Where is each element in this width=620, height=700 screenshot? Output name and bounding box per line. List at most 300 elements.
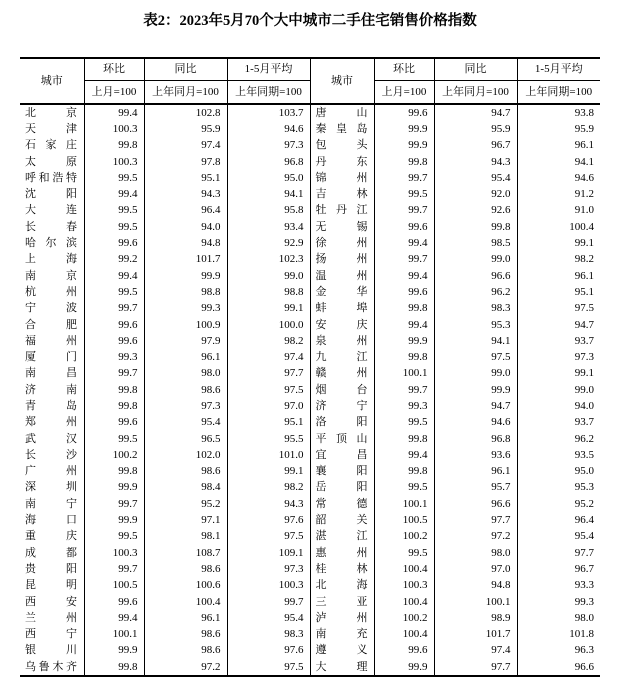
avg-value-cell: 97.3 bbox=[227, 561, 310, 577]
table-row bbox=[20, 464, 600, 480]
city-cell bbox=[310, 268, 374, 284]
city-name: 平 顶 山 bbox=[315, 432, 368, 445]
city-name: 贵 阳 bbox=[25, 562, 77, 575]
city-name: 西 宁 bbox=[25, 628, 77, 641]
yoy-value-cell: 98.3 bbox=[434, 301, 517, 317]
mom-value-cell: 99.8 bbox=[374, 464, 434, 480]
avg-value-cell: 98.3 bbox=[227, 627, 310, 643]
yoy-value-cell: 102.0 bbox=[144, 447, 227, 463]
avg-value-cell: 98.2 bbox=[517, 252, 600, 268]
yoy-value-cell: 96.1 bbox=[144, 610, 227, 626]
avg-value-cell: 97.5 bbox=[517, 301, 600, 317]
mom-value-cell: 99.4 bbox=[374, 447, 434, 463]
avg-value-cell: 99.1 bbox=[227, 464, 310, 480]
city-name: 丹 东 bbox=[315, 155, 368, 168]
avg-value-cell: 94.1 bbox=[227, 186, 310, 202]
table-row bbox=[20, 382, 600, 398]
city-cell bbox=[310, 594, 374, 610]
city-name: 深 圳 bbox=[25, 481, 77, 494]
city-cell bbox=[310, 138, 374, 154]
yoy-value-cell: 97.4 bbox=[144, 138, 227, 154]
mom-value-cell: 99.5 bbox=[84, 529, 144, 545]
mom-value-cell: 100.3 bbox=[84, 545, 144, 561]
city-name: 厦 门 bbox=[25, 351, 77, 364]
city-name: 惠 州 bbox=[315, 546, 368, 559]
avg-value-cell: 99.1 bbox=[227, 301, 310, 317]
city-cell bbox=[310, 186, 374, 202]
city-cell bbox=[20, 252, 84, 268]
mom-value-cell: 99.3 bbox=[374, 398, 434, 414]
city-cell bbox=[310, 561, 374, 577]
mom-value-cell: 100.3 bbox=[374, 578, 434, 594]
city-cell bbox=[20, 366, 84, 382]
col-header-avg-left: 1-5月平均 bbox=[227, 58, 310, 81]
city-name: 南 昌 bbox=[25, 367, 77, 380]
avg-value-cell: 101.0 bbox=[227, 447, 310, 463]
city-name: 成 都 bbox=[25, 546, 77, 559]
mom-value-cell: 99.6 bbox=[84, 594, 144, 610]
table-body bbox=[20, 104, 600, 676]
city-cell bbox=[310, 529, 374, 545]
city-name: 太 原 bbox=[25, 155, 77, 168]
mom-value-cell: 99.7 bbox=[374, 252, 434, 268]
yoy-value-cell: 93.6 bbox=[434, 447, 517, 463]
city-cell bbox=[20, 235, 84, 251]
mom-value-cell: 99.4 bbox=[374, 268, 434, 284]
city-name: 武 汉 bbox=[25, 432, 77, 445]
avg-value-cell: 98.0 bbox=[517, 610, 600, 626]
yoy-value-cell: 95.7 bbox=[434, 480, 517, 496]
city-cell bbox=[20, 480, 84, 496]
col-header-mom-right: 环比 bbox=[374, 58, 434, 81]
yoy-value-cell: 97.3 bbox=[144, 398, 227, 414]
mom-value-cell: 100.1 bbox=[374, 366, 434, 382]
avg-value-cell: 95.5 bbox=[227, 431, 310, 447]
city-name: 济 南 bbox=[25, 383, 77, 396]
yoy-value-cell: 94.1 bbox=[434, 333, 517, 349]
avg-value-cell: 97.5 bbox=[227, 529, 310, 545]
col-subheader-yoy-base-left: 上年同月=100 bbox=[144, 81, 227, 105]
avg-value-cell: 96.7 bbox=[517, 561, 600, 577]
mom-value-cell: 99.5 bbox=[84, 284, 144, 300]
city-name: 郑 州 bbox=[25, 416, 77, 429]
mom-value-cell: 99.8 bbox=[84, 659, 144, 676]
mom-value-cell: 100.2 bbox=[374, 529, 434, 545]
avg-value-cell: 96.1 bbox=[517, 268, 600, 284]
yoy-value-cell: 94.3 bbox=[144, 186, 227, 202]
city-cell bbox=[310, 284, 374, 300]
table-row bbox=[20, 203, 600, 219]
avg-value-cell: 95.2 bbox=[517, 496, 600, 512]
avg-value-cell: 101.8 bbox=[517, 627, 600, 643]
mom-value-cell: 99.5 bbox=[84, 170, 144, 186]
table-row bbox=[20, 431, 600, 447]
yoy-value-cell: 97.2 bbox=[434, 529, 517, 545]
city-cell bbox=[310, 627, 374, 643]
city-name: 韶 关 bbox=[315, 514, 368, 527]
avg-value-cell: 93.5 bbox=[517, 447, 600, 463]
mom-value-cell: 99.7 bbox=[374, 170, 434, 186]
avg-value-cell: 96.2 bbox=[517, 431, 600, 447]
city-cell bbox=[310, 154, 374, 170]
table-header bbox=[20, 58, 600, 104]
avg-value-cell: 97.5 bbox=[227, 382, 310, 398]
mom-value-cell: 100.3 bbox=[84, 154, 144, 170]
yoy-value-cell: 98.6 bbox=[144, 382, 227, 398]
city-cell bbox=[310, 545, 374, 561]
mom-value-cell: 99.6 bbox=[374, 104, 434, 121]
city-cell bbox=[310, 333, 374, 349]
avg-value-cell: 95.1 bbox=[227, 415, 310, 431]
avg-value-cell: 96.1 bbox=[517, 138, 600, 154]
city-name: 九 江 bbox=[315, 351, 368, 364]
city-name: 桂 林 bbox=[315, 562, 368, 575]
city-name: 沈 阳 bbox=[25, 188, 77, 201]
city-name: 锦 州 bbox=[315, 171, 368, 184]
city-cell bbox=[20, 333, 84, 349]
col-header-avg-right: 1-5月平均 bbox=[517, 58, 600, 81]
city-cell bbox=[20, 219, 84, 235]
yoy-value-cell: 98.0 bbox=[144, 366, 227, 382]
mom-value-cell: 99.9 bbox=[84, 643, 144, 659]
city-name: 温 州 bbox=[315, 269, 368, 282]
city-name: 济 宁 bbox=[315, 399, 368, 412]
avg-value-cell: 95.0 bbox=[517, 464, 600, 480]
mom-value-cell: 99.5 bbox=[84, 219, 144, 235]
city-cell bbox=[20, 170, 84, 186]
avg-value-cell: 95.9 bbox=[517, 121, 600, 137]
table-row bbox=[20, 366, 600, 382]
city-name: 常 德 bbox=[315, 497, 368, 510]
yoy-value-cell: 100.4 bbox=[144, 594, 227, 610]
yoy-value-cell: 97.7 bbox=[434, 659, 517, 676]
col-subheader-avg-base-right: 上年同期=100 bbox=[517, 81, 600, 105]
avg-value-cell: 96.8 bbox=[227, 154, 310, 170]
avg-value-cell: 91.2 bbox=[517, 186, 600, 202]
mom-value-cell: 99.9 bbox=[374, 333, 434, 349]
city-cell bbox=[310, 317, 374, 333]
yoy-value-cell: 96.1 bbox=[144, 349, 227, 365]
table-row bbox=[20, 170, 600, 186]
table-row bbox=[20, 398, 600, 414]
city-name: 徐 州 bbox=[315, 237, 368, 250]
city-cell bbox=[20, 398, 84, 414]
table-row bbox=[20, 480, 600, 496]
city-cell bbox=[310, 464, 374, 480]
yoy-value-cell: 98.1 bbox=[144, 529, 227, 545]
city-cell bbox=[20, 627, 84, 643]
city-name: 乌 鲁 木 齐 bbox=[25, 660, 77, 673]
yoy-value-cell: 96.5 bbox=[144, 431, 227, 447]
city-name: 吉 林 bbox=[315, 188, 368, 201]
mom-value-cell: 99.4 bbox=[374, 317, 434, 333]
mom-value-cell: 99.7 bbox=[374, 203, 434, 219]
header-row-groups bbox=[20, 58, 600, 81]
mom-value-cell: 99.9 bbox=[84, 512, 144, 528]
yoy-value-cell: 98.9 bbox=[434, 610, 517, 626]
yoy-value-cell: 96.2 bbox=[434, 284, 517, 300]
yoy-value-cell: 98.6 bbox=[144, 561, 227, 577]
city-cell bbox=[310, 170, 374, 186]
yoy-value-cell: 97.7 bbox=[434, 512, 517, 528]
yoy-value-cell: 97.4 bbox=[434, 643, 517, 659]
col-header-mom-left: 环比 bbox=[84, 58, 144, 81]
city-cell bbox=[20, 464, 84, 480]
avg-value-cell: 99.1 bbox=[517, 235, 600, 251]
city-name: 上 海 bbox=[25, 253, 77, 266]
city-name: 扬 州 bbox=[315, 253, 368, 266]
table-row bbox=[20, 268, 600, 284]
avg-value-cell: 97.7 bbox=[227, 366, 310, 382]
yoy-value-cell: 95.4 bbox=[434, 170, 517, 186]
yoy-value-cell: 98.5 bbox=[434, 235, 517, 251]
yoy-value-cell: 97.0 bbox=[434, 561, 517, 577]
avg-value-cell: 94.0 bbox=[517, 398, 600, 414]
yoy-value-cell: 96.6 bbox=[434, 268, 517, 284]
city-cell bbox=[310, 252, 374, 268]
yoy-value-cell: 98.8 bbox=[144, 284, 227, 300]
table-container bbox=[20, 57, 600, 677]
city-name: 赣 州 bbox=[315, 367, 368, 380]
city-name: 兰 州 bbox=[25, 611, 77, 624]
col-subheader-yoy-base-right: 上年同月=100 bbox=[434, 81, 517, 105]
mom-value-cell: 99.4 bbox=[84, 186, 144, 202]
yoy-value-cell: 95.2 bbox=[144, 496, 227, 512]
table-row bbox=[20, 659, 600, 676]
mom-value-cell: 99.5 bbox=[84, 203, 144, 219]
avg-value-cell: 97.7 bbox=[517, 545, 600, 561]
city-cell bbox=[20, 610, 84, 626]
city-cell bbox=[20, 415, 84, 431]
yoy-value-cell: 94.0 bbox=[144, 219, 227, 235]
city-name: 西 安 bbox=[25, 595, 77, 608]
city-name: 包 头 bbox=[315, 139, 368, 152]
yoy-value-cell: 96.6 bbox=[434, 496, 517, 512]
city-cell bbox=[20, 138, 84, 154]
avg-value-cell: 97.0 bbox=[227, 398, 310, 414]
yoy-value-cell: 98.6 bbox=[144, 643, 227, 659]
city-cell bbox=[20, 186, 84, 202]
avg-value-cell: 99.1 bbox=[517, 366, 600, 382]
city-cell bbox=[310, 349, 374, 365]
avg-value-cell: 99.0 bbox=[227, 268, 310, 284]
avg-value-cell: 103.7 bbox=[227, 104, 310, 121]
city-name: 岳 阳 bbox=[315, 481, 368, 494]
avg-value-cell: 99.0 bbox=[517, 382, 600, 398]
avg-value-cell: 99.3 bbox=[517, 594, 600, 610]
mom-value-cell: 99.2 bbox=[84, 252, 144, 268]
city-name: 哈 尔 滨 bbox=[25, 237, 77, 250]
city-cell bbox=[310, 578, 374, 594]
city-name: 杭 州 bbox=[25, 285, 77, 298]
avg-value-cell: 95.0 bbox=[227, 170, 310, 186]
city-cell bbox=[20, 301, 84, 317]
avg-value-cell: 94.1 bbox=[517, 154, 600, 170]
yoy-value-cell: 100.9 bbox=[144, 317, 227, 333]
city-name: 金 华 bbox=[315, 285, 368, 298]
mom-value-cell: 99.4 bbox=[374, 235, 434, 251]
city-cell bbox=[310, 447, 374, 463]
city-cell bbox=[20, 349, 84, 365]
city-name: 唐 山 bbox=[315, 106, 368, 119]
mom-value-cell: 99.5 bbox=[84, 431, 144, 447]
city-cell bbox=[20, 104, 84, 121]
mom-value-cell: 99.4 bbox=[84, 268, 144, 284]
mom-value-cell: 99.8 bbox=[84, 382, 144, 398]
avg-value-cell: 99.7 bbox=[227, 594, 310, 610]
city-name: 大 理 bbox=[315, 660, 368, 673]
table-row bbox=[20, 578, 600, 594]
mom-value-cell: 99.4 bbox=[84, 610, 144, 626]
avg-value-cell: 97.3 bbox=[517, 349, 600, 365]
city-name: 青 岛 bbox=[25, 399, 77, 412]
mom-value-cell: 100.1 bbox=[84, 627, 144, 643]
avg-value-cell: 98.8 bbox=[227, 284, 310, 300]
mom-value-cell: 99.5 bbox=[374, 480, 434, 496]
mom-value-cell: 99.9 bbox=[374, 659, 434, 676]
table-row bbox=[20, 154, 600, 170]
avg-value-cell: 93.7 bbox=[517, 415, 600, 431]
mom-value-cell: 99.8 bbox=[374, 154, 434, 170]
mom-value-cell: 100.2 bbox=[374, 610, 434, 626]
city-name: 福 州 bbox=[25, 334, 77, 347]
city-cell bbox=[310, 366, 374, 382]
yoy-value-cell: 96.1 bbox=[434, 464, 517, 480]
yoy-value-cell: 92.6 bbox=[434, 203, 517, 219]
mom-value-cell: 99.8 bbox=[374, 301, 434, 317]
mom-value-cell: 100.5 bbox=[84, 578, 144, 594]
mom-value-cell: 99.4 bbox=[84, 104, 144, 121]
avg-value-cell: 92.9 bbox=[227, 235, 310, 251]
mom-value-cell: 99.7 bbox=[84, 366, 144, 382]
city-name: 重 庆 bbox=[25, 530, 77, 543]
city-cell bbox=[310, 431, 374, 447]
mom-value-cell: 99.7 bbox=[374, 382, 434, 398]
page-title: 表2：2023年5月70个大中城市二手住宅销售价格指数 bbox=[143, 13, 477, 29]
yoy-value-cell: 99.0 bbox=[434, 366, 517, 382]
avg-value-cell: 93.3 bbox=[517, 578, 600, 594]
avg-value-cell: 100.3 bbox=[227, 578, 310, 594]
mom-value-cell: 99.8 bbox=[84, 138, 144, 154]
city-cell bbox=[310, 480, 374, 496]
city-name: 石 家 庄 bbox=[25, 139, 77, 152]
avg-value-cell: 97.5 bbox=[227, 659, 310, 676]
mom-value-cell: 100.2 bbox=[84, 447, 144, 463]
mom-value-cell: 99.6 bbox=[84, 317, 144, 333]
city-name: 天 津 bbox=[25, 122, 77, 135]
mom-value-cell: 99.6 bbox=[374, 643, 434, 659]
city-name: 长 春 bbox=[25, 220, 77, 233]
city-cell bbox=[20, 268, 84, 284]
avg-value-cell: 95.4 bbox=[227, 610, 310, 626]
yoy-value-cell: 95.9 bbox=[144, 121, 227, 137]
mom-value-cell: 99.9 bbox=[84, 480, 144, 496]
city-name: 海 口 bbox=[25, 514, 77, 527]
mom-value-cell: 100.5 bbox=[374, 512, 434, 528]
yoy-value-cell: 94.8 bbox=[144, 235, 227, 251]
city-name: 三 亚 bbox=[315, 595, 368, 608]
table-row bbox=[20, 186, 600, 202]
mom-value-cell: 100.4 bbox=[374, 561, 434, 577]
yoy-value-cell: 94.8 bbox=[434, 578, 517, 594]
city-cell bbox=[310, 235, 374, 251]
city-cell bbox=[20, 431, 84, 447]
city-cell bbox=[310, 219, 374, 235]
city-cell bbox=[20, 317, 84, 333]
yoy-value-cell: 97.5 bbox=[434, 349, 517, 365]
mom-value-cell: 99.6 bbox=[84, 235, 144, 251]
mom-value-cell: 100.4 bbox=[374, 594, 434, 610]
mom-value-cell: 99.7 bbox=[84, 301, 144, 317]
mom-value-cell: 99.8 bbox=[84, 464, 144, 480]
city-cell bbox=[20, 529, 84, 545]
city-name: 长 沙 bbox=[25, 448, 77, 461]
city-cell bbox=[20, 284, 84, 300]
avg-value-cell: 100.0 bbox=[227, 317, 310, 333]
table-row bbox=[20, 219, 600, 235]
city-cell bbox=[20, 447, 84, 463]
col-header-yoy-left: 同比 bbox=[144, 58, 227, 81]
mom-value-cell: 99.6 bbox=[84, 415, 144, 431]
avg-value-cell: 95.4 bbox=[517, 529, 600, 545]
city-name: 秦 皇 岛 bbox=[315, 122, 368, 135]
yoy-value-cell: 94.7 bbox=[434, 398, 517, 414]
col-subheader-avg-base-left: 上年同期=100 bbox=[227, 81, 310, 105]
col-header-city-left: 城市 bbox=[20, 58, 84, 104]
avg-value-cell: 109.1 bbox=[227, 545, 310, 561]
mom-value-cell: 100.3 bbox=[84, 121, 144, 137]
yoy-value-cell: 96.8 bbox=[434, 431, 517, 447]
table-row bbox=[20, 415, 600, 431]
yoy-value-cell: 99.3 bbox=[144, 301, 227, 317]
table-row bbox=[20, 121, 600, 137]
city-name: 蚌 埠 bbox=[315, 302, 368, 315]
city-name: 合 肥 bbox=[25, 318, 77, 331]
yoy-value-cell: 98.6 bbox=[144, 627, 227, 643]
yoy-value-cell: 96.4 bbox=[144, 203, 227, 219]
avg-value-cell: 102.3 bbox=[227, 252, 310, 268]
avg-value-cell: 94.6 bbox=[227, 121, 310, 137]
mom-value-cell: 99.5 bbox=[374, 545, 434, 561]
city-name: 泸 州 bbox=[315, 611, 368, 624]
table-row bbox=[20, 104, 600, 121]
city-cell bbox=[20, 659, 84, 676]
yoy-value-cell: 95.9 bbox=[434, 121, 517, 137]
city-name: 牡 丹 江 bbox=[315, 204, 368, 217]
table-row bbox=[20, 349, 600, 365]
city-cell bbox=[20, 545, 84, 561]
city-cell bbox=[20, 512, 84, 528]
city-cell bbox=[310, 382, 374, 398]
yoy-value-cell: 100.6 bbox=[144, 578, 227, 594]
table-row bbox=[20, 447, 600, 463]
mom-value-cell: 99.3 bbox=[84, 349, 144, 365]
mom-value-cell: 99.5 bbox=[374, 415, 434, 431]
city-name: 湛 江 bbox=[315, 530, 368, 543]
table-row bbox=[20, 284, 600, 300]
city-cell bbox=[20, 643, 84, 659]
city-name: 遵 义 bbox=[315, 644, 368, 657]
yoy-value-cell: 92.0 bbox=[434, 186, 517, 202]
yoy-value-cell: 100.1 bbox=[434, 594, 517, 610]
avg-value-cell: 95.8 bbox=[227, 203, 310, 219]
yoy-value-cell: 94.7 bbox=[434, 104, 517, 121]
avg-value-cell: 94.7 bbox=[517, 317, 600, 333]
city-cell bbox=[310, 104, 374, 121]
yoy-value-cell: 101.7 bbox=[434, 627, 517, 643]
table-row bbox=[20, 496, 600, 512]
yoy-value-cell: 95.3 bbox=[434, 317, 517, 333]
